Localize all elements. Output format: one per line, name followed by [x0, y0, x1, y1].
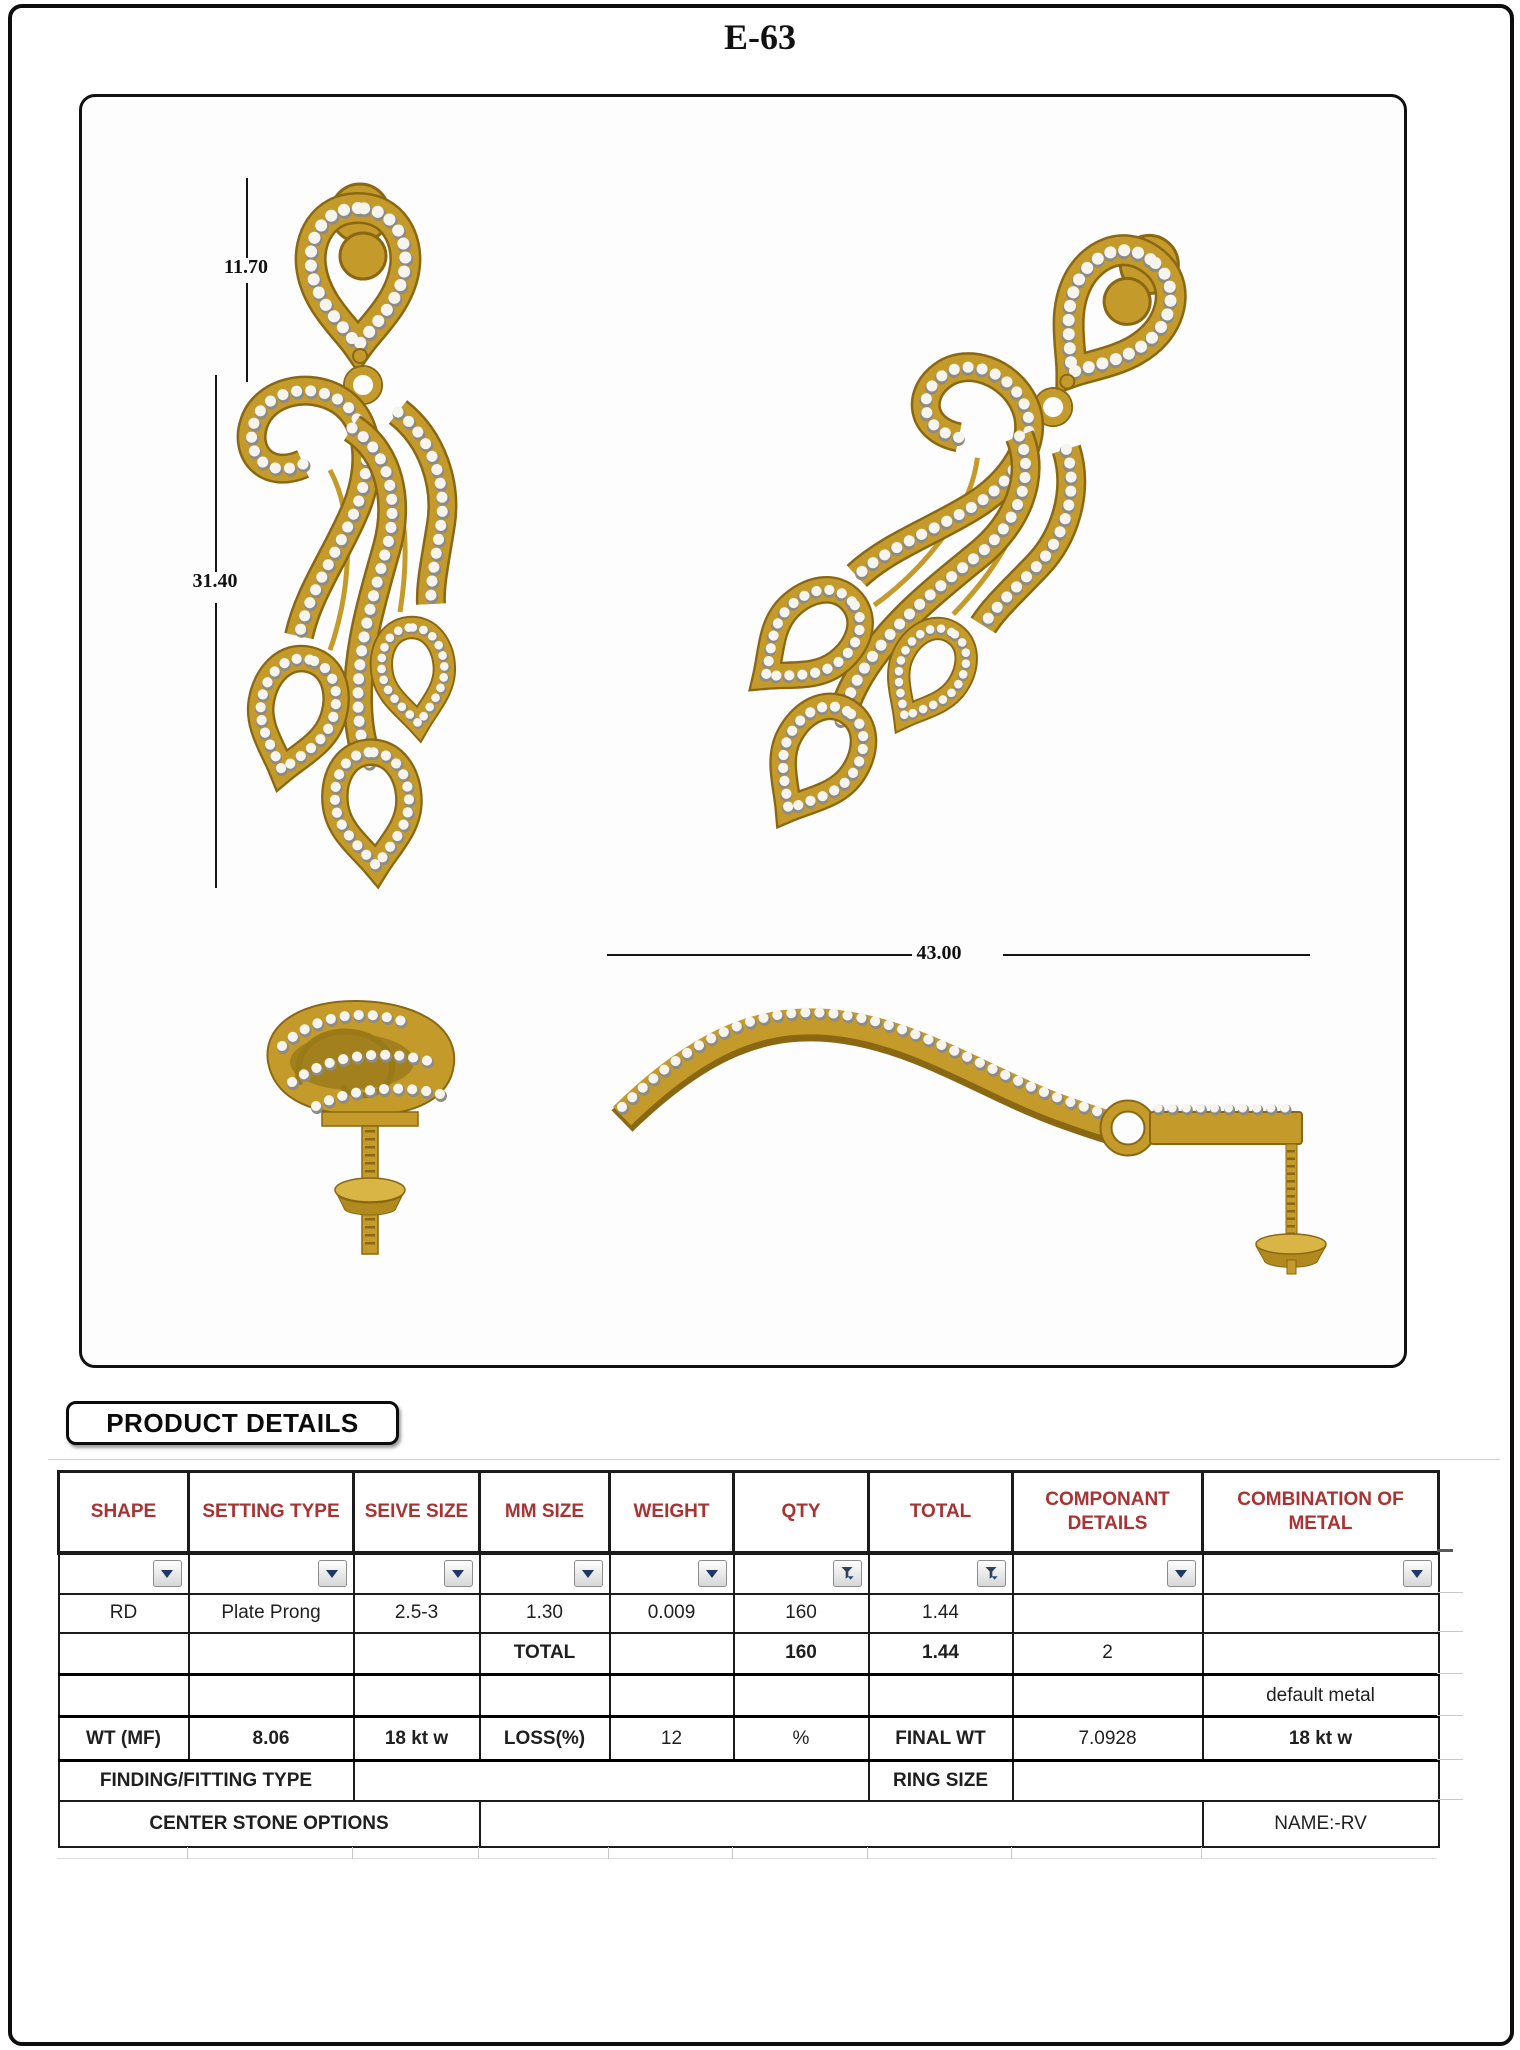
col-header-componant-details: COMPONANT DETAILS	[1013, 1472, 1203, 1553]
dimension-line-top-drop-lower	[246, 283, 248, 382]
earring-top-view	[267, 1001, 454, 1254]
filter-cell-weight	[610, 1553, 734, 1594]
ring-size-value-cell	[1013, 1761, 1439, 1801]
loss-value: 12	[610, 1717, 734, 1761]
dimension-label-body-height: 31.40	[192, 570, 238, 592]
cell-seive-size: 2.5-3	[354, 1594, 480, 1633]
empty-cell	[59, 1675, 189, 1717]
componant-count: 2	[1013, 1633, 1203, 1675]
filter-dropdown-button[interactable]	[444, 1560, 473, 1587]
empty-cell	[480, 1675, 610, 1717]
earring-front-view	[246, 184, 451, 870]
jewelry-render	[82, 97, 1404, 1365]
chevron-down-icon	[452, 1570, 464, 1578]
finding-fitting-value-cell	[354, 1761, 869, 1801]
center-stone-value-cell	[480, 1801, 1203, 1847]
col-header-qty: QTY	[734, 1472, 869, 1553]
chevron-down-icon	[161, 1570, 173, 1578]
empty-cell	[189, 1675, 354, 1717]
col-header-setting-type: SETTING TYPE	[189, 1472, 354, 1553]
filter-cell-total	[869, 1553, 1013, 1594]
empty-cell	[610, 1633, 734, 1675]
empty-cell	[1203, 1594, 1439, 1633]
total-value: 1.44	[869, 1633, 1013, 1675]
filter-applied-button[interactable]	[833, 1560, 862, 1587]
dimension-label-top-drop: 11.70	[224, 256, 268, 278]
filter-dropdown-button[interactable]	[318, 1560, 347, 1587]
col-header-weight: WEIGHT	[610, 1472, 734, 1553]
designer-name: NAME:-RV	[1203, 1801, 1439, 1847]
funnel-icon	[983, 1566, 999, 1581]
filter-cell-componant	[1013, 1553, 1203, 1594]
chevron-down-icon	[326, 1570, 338, 1578]
filter-row	[59, 1553, 1439, 1594]
total-qty: 160	[734, 1633, 869, 1675]
chevron-down-icon	[1411, 1570, 1423, 1578]
weights-row	[59, 1717, 1439, 1761]
product-details-heading: PRODUCT DETAILS	[66, 1401, 399, 1445]
filter-cell-setting	[189, 1553, 354, 1594]
cell-mm-size: 1.30	[480, 1594, 610, 1633]
empty-cell	[869, 1675, 1013, 1717]
default-metal-note: default metal	[1203, 1675, 1439, 1717]
product-details-table	[57, 1470, 1440, 1848]
col-header-shape: SHAPE	[59, 1472, 189, 1553]
funnel-icon	[839, 1566, 855, 1581]
filter-dropdown-button[interactable]	[153, 1560, 182, 1587]
chevron-down-icon	[582, 1570, 594, 1578]
dimension-line-width-left	[607, 954, 912, 956]
dimension-line-width-right	[1003, 954, 1310, 956]
dimension-line-top-drop-upper	[246, 178, 248, 258]
filter-cell-shape	[59, 1553, 189, 1594]
loss-unit: %	[734, 1717, 869, 1761]
col-header-seive-size: SEIVE SIZE	[354, 1472, 480, 1553]
cell-setting-type: Plate Prong	[189, 1594, 354, 1633]
total-label: TOTAL	[480, 1633, 610, 1675]
center-stone-row	[59, 1801, 1439, 1847]
loss-label: LOSS(%)	[480, 1717, 610, 1761]
col-header-total: TOTAL	[869, 1472, 1013, 1553]
cell-qty: 160	[734, 1594, 869, 1633]
filter-dropdown-button[interactable]	[1167, 1560, 1196, 1587]
cell-total: 1.44	[869, 1594, 1013, 1633]
chevron-down-icon	[706, 1570, 718, 1578]
col-header-combination-of-metal: COMBINATION OF METAL	[1203, 1472, 1439, 1553]
chevron-down-icon	[1175, 1570, 1187, 1578]
wt-mf-label: WT (MF)	[59, 1717, 189, 1761]
render-panel	[79, 94, 1407, 1368]
filter-applied-button[interactable]	[977, 1560, 1006, 1587]
ring-size-label: RING SIZE	[869, 1761, 1013, 1801]
filter-cell-qty	[734, 1553, 869, 1594]
final-wt-value: 7.0928	[1013, 1717, 1203, 1761]
wt-mf-value: 8.06	[189, 1717, 354, 1761]
center-stone-label: CENTER STONE OPTIONS	[59, 1801, 480, 1847]
earring-side-view	[622, 1012, 1326, 1274]
col-header-mm-size: MM SIZE	[480, 1472, 610, 1553]
page-title: E-63	[724, 17, 796, 57]
empty-cell	[1013, 1675, 1203, 1717]
stone-data-row	[59, 1594, 1439, 1633]
empty-cell	[354, 1633, 480, 1675]
filter-dropdown-button[interactable]	[1403, 1560, 1432, 1587]
empty-cell	[189, 1633, 354, 1675]
filter-dropdown-button[interactable]	[574, 1560, 603, 1587]
cell-weight: 0.009	[610, 1594, 734, 1633]
wt-mf-metal: 18 kt w	[354, 1717, 480, 1761]
finding-fitting-label: FINDING/FITTING TYPE	[59, 1761, 354, 1801]
empty-cell	[610, 1675, 734, 1717]
empty-cell	[354, 1675, 480, 1717]
earring-three-quarter-view	[679, 175, 1241, 855]
dimension-line-body-upper	[215, 375, 217, 572]
filter-dropdown-button[interactable]	[698, 1560, 727, 1587]
filter-cell-mm	[480, 1553, 610, 1594]
metal-note-row	[59, 1675, 1439, 1717]
table-header-row	[59, 1472, 1439, 1553]
empty-cell	[59, 1633, 189, 1675]
cell-shape: RD	[59, 1594, 189, 1633]
dimension-label-total-width: 43.00	[916, 942, 962, 964]
final-wt-label: FINAL WT	[869, 1717, 1013, 1761]
finding-row	[59, 1761, 1439, 1801]
empty-cell	[734, 1675, 869, 1717]
total-row	[59, 1633, 1439, 1675]
filter-cell-combination	[1203, 1553, 1439, 1594]
filter-cell-seive	[354, 1553, 480, 1594]
empty-cell	[1203, 1633, 1439, 1675]
final-wt-metal: 18 kt w	[1203, 1717, 1439, 1761]
empty-cell	[1013, 1594, 1203, 1633]
dimension-line-body-lower	[215, 603, 217, 888]
